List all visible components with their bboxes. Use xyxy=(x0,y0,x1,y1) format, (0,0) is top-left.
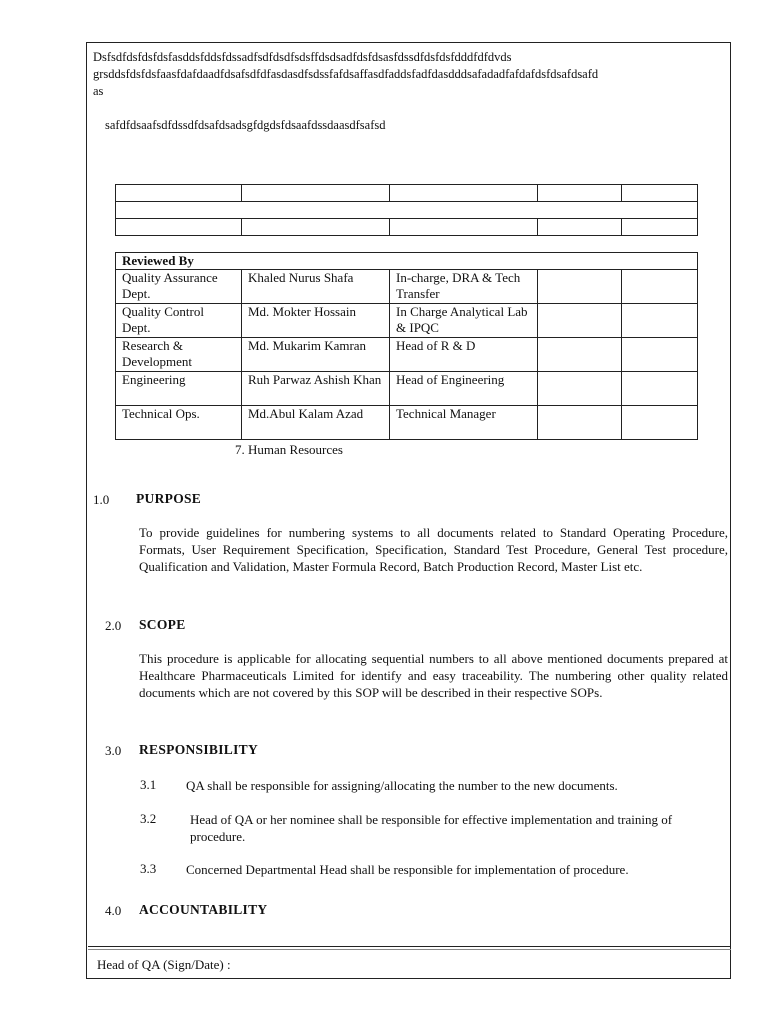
sign-cell xyxy=(538,270,622,304)
section-number: 2.0 xyxy=(105,618,122,633)
review-heading: Reviewed By xyxy=(116,253,698,270)
role-cell: Head of Engineering xyxy=(390,372,538,406)
date-cell xyxy=(622,406,698,440)
table-row xyxy=(116,304,698,338)
footer-divider xyxy=(88,946,731,947)
role-cell: Head of R & D xyxy=(390,338,538,372)
sign-cell xyxy=(538,406,622,440)
dept-cell: Quality Assurance Dept. xyxy=(116,270,242,304)
purpose-text: To provide guidelines for numbering systems to all documents related to Standard Operating Procedure, Formats, User Requirement Specification, Specification, Standard Test Procedure, General Test procedure, Qualification and Validation, Master Formula Record, Batch Production Record, Master List etc. xyxy=(139,525,728,574)
sign-date-label: Head of QA (Sign/Date) : xyxy=(97,957,231,972)
sub-number: 3.1 xyxy=(140,777,157,792)
blank-table xyxy=(115,184,698,236)
review-heading-row xyxy=(116,253,698,270)
blank-row xyxy=(116,185,698,202)
table-row xyxy=(116,270,698,304)
section-number: 1.0 xyxy=(93,492,110,507)
sub-number: 3.2 xyxy=(140,811,157,826)
section-title-purpose: PURPOSE xyxy=(136,491,202,506)
section-title-accountability: ACCOUNTABILITY xyxy=(139,902,268,917)
responsibility-item-text: Concerned Departmental Head shall be responsible for implementation of procedure. xyxy=(186,862,629,877)
sign-cell xyxy=(538,372,622,406)
human-resources-note: 7. Human Resources xyxy=(235,442,343,457)
section-number: 4.0 xyxy=(105,903,122,918)
dept-cell: Engineering xyxy=(116,372,242,406)
blank-row xyxy=(116,219,698,236)
section-number: 3.0 xyxy=(105,743,122,758)
table-row xyxy=(116,372,698,406)
role-cell: Technical Manager xyxy=(390,406,538,440)
responsibility-item-text: Head of QA or her nominee shall be responsible for effective implementation and training of procedure. xyxy=(190,812,673,844)
sub-number: 3.3 xyxy=(140,861,157,876)
name-cell: Khaled Nurus Shafa xyxy=(242,270,390,304)
date-cell xyxy=(622,372,698,406)
table-row xyxy=(116,338,698,372)
section-title-responsibility: RESPONSIBILITY xyxy=(139,742,258,757)
footer-divider xyxy=(88,949,731,950)
header-line-3: as xyxy=(93,84,104,98)
dept-cell: Quality Control Dept. xyxy=(116,304,242,338)
header-line-4: safdfdsaafsdfdssdfdsafdsadsgfdgdsfdsaafdssdaasdfsafsd xyxy=(105,118,386,132)
name-cell: Md.Abul Kalam Azad xyxy=(242,406,390,440)
role-cell: In Charge Analytical Lab & IPQC xyxy=(390,304,538,338)
role-cell: In-charge, DRA & Tech Transfer xyxy=(390,270,538,304)
section-title-scope: SCOPE xyxy=(139,617,186,632)
reviewed-by-table xyxy=(115,252,698,440)
blank-row xyxy=(116,202,698,219)
dept-cell: Technical Ops. xyxy=(116,406,242,440)
responsibility-item-text: QA shall be responsible for assigning/allocating the number to the new documents. xyxy=(186,778,618,793)
scope-text: This procedure is applicable for allocating sequential numbers to all above mentioned documents prepared at Healthcare Pharmaceuticals Limited for identify and easy traceability. The numbering other quality related documents which are not covered by this SOP will be described in their respective SOPs. xyxy=(139,651,728,700)
name-cell: Ruh Parwaz Ashish Khan xyxy=(242,372,390,406)
name-cell: Md. Mokter Hossain xyxy=(242,304,390,338)
name-cell: Md. Mukarim Kamran xyxy=(242,338,390,372)
date-cell xyxy=(622,338,698,372)
sign-cell xyxy=(538,338,622,372)
date-cell xyxy=(622,270,698,304)
dept-cell: Research & Development xyxy=(116,338,242,372)
date-cell xyxy=(622,304,698,338)
header-line-1: Dsfsdfdsfdsfdsfasddsfddsfdssadfsdfdsdfsdsffdsdsadfdsfdsasfdssdfdsfdsfdddfdfdvds xyxy=(93,50,512,64)
header-line-2: grsddsfdsfdsfaasfdafdaadfdsafsdfdfasdasdfsdssfafdsaffasdfaddsfadfdasdddsafadadfafdafdsfdsafdsafd xyxy=(93,67,599,81)
sign-cell xyxy=(538,304,622,338)
table-row xyxy=(116,406,698,440)
